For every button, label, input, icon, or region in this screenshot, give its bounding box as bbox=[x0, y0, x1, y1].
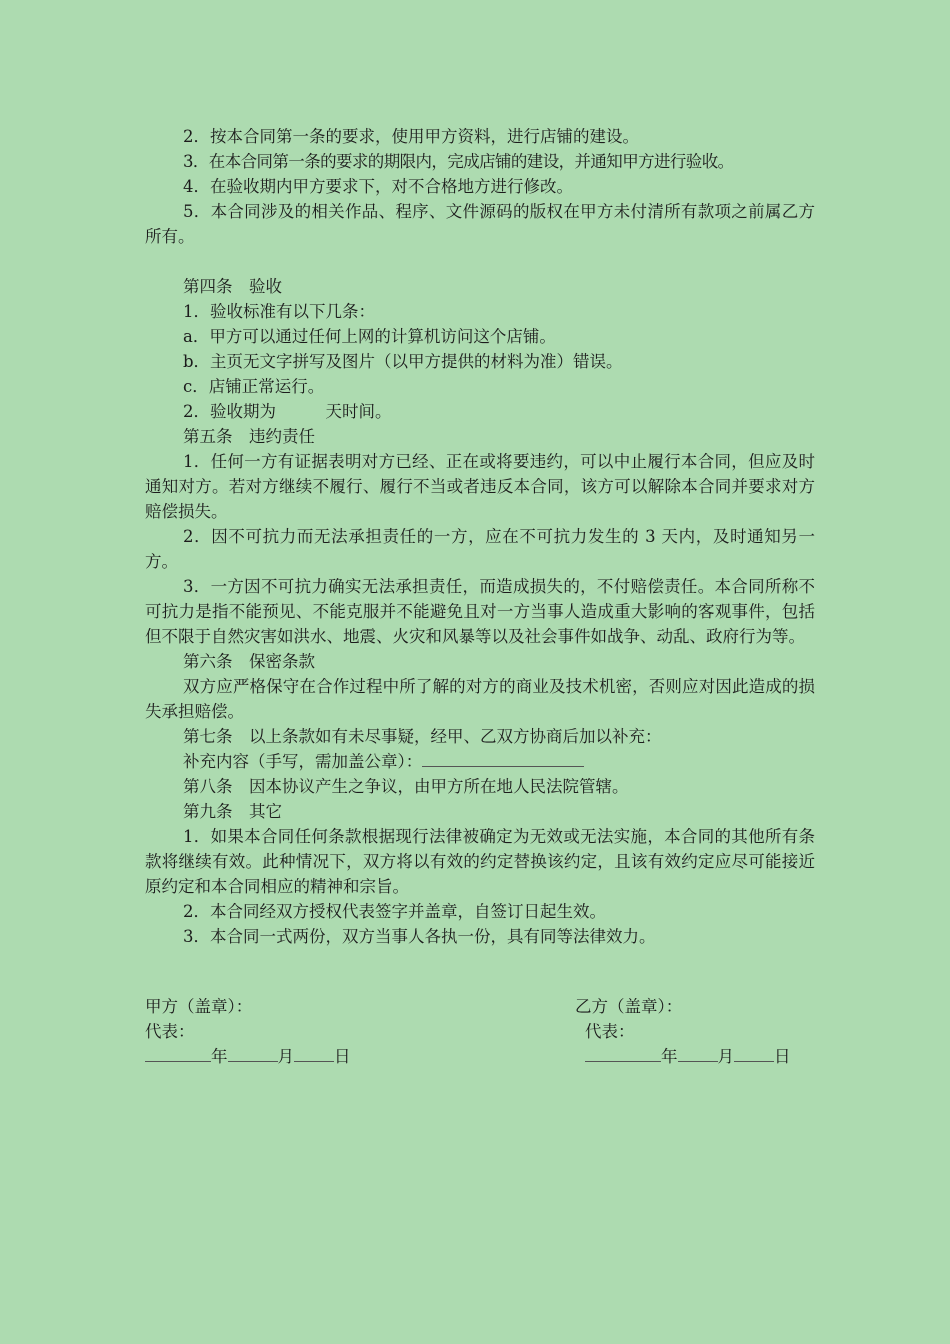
party-a-date bbox=[145, 1044, 351, 1069]
article-4-item-a: a．甲方可以通过任何上网的计算机访问这个店铺。 bbox=[183, 327, 556, 346]
article-6-body: 双方应严格保守在合作过程中所了解的对方的商业及技术机密，否则应对因此造成的损失承担赔偿。 bbox=[145, 677, 815, 721]
party-a-signature bbox=[145, 994, 351, 1069]
contract-body bbox=[145, 124, 815, 949]
clause-3: 3．在本合同第一条的要求的期限内，完成店铺的建设，并通知甲方进行验收。 bbox=[183, 152, 734, 171]
party-b-signature bbox=[575, 994, 791, 1069]
article-4-item-1: 1．验收标准有以下几条： bbox=[183, 302, 375, 321]
article-5-item-2: 2．因不可抗力而无法承担责任的一方，应在不可抗力发生的 3 天内，及时通知另一方。 bbox=[145, 527, 815, 571]
party-b-date bbox=[575, 1044, 791, 1069]
month-blank bbox=[228, 1044, 278, 1062]
year-blank bbox=[145, 1044, 211, 1062]
article-5-item-1: 1．任何一方有证据表明对方已经、正在或将要违约，可以中止履行本合同，但应及时通知对方。若对方继续不履行、履行不当或者违反本合同，该方可以解除本合同并要求对方赔偿损失。 bbox=[145, 452, 815, 521]
day-blank bbox=[294, 1044, 334, 1062]
day-label: 日 bbox=[774, 1047, 791, 1066]
article-9-item-1: 1．如果本合同任何条款根据现行法律被确定为无效或无法实施，本合同的其他所有条款将继续有效。此种情况下，双方将以有效的约定替换该约定，且该有效约定应尽可能接近原约定和本合同相应的精神和宗旨。 bbox=[145, 827, 815, 896]
article-9-item-3: 3．本合同一式两份，双方当事人各执一份，具有同等法律效力。 bbox=[183, 927, 656, 946]
day-blank bbox=[734, 1044, 774, 1062]
article-4-item-2: 2．验收期为 天时间。 bbox=[183, 402, 392, 421]
clause-5: 5．本合同涉及的相关作品、程序、文件源码的版权在甲方未付清所有款项之前属乙方所有。 bbox=[145, 202, 815, 246]
party-a-rep: 代表： bbox=[145, 1022, 195, 1041]
article-5-item-3: 3．一方因不可抗力确实无法承担责任，而造成损失的，不付赔偿责任。本合同所称不可抗力是指不能预见、不能克服并不能避免且对一方当事人造成重大影响的客观事件，包括但不限于自然灾害如洪水、地震、火灾和风暴等以及社会事件如战争、动乱、政府行为等。 bbox=[145, 577, 815, 646]
day-label: 日 bbox=[334, 1047, 351, 1066]
party-b-seal: 乙方（盖章）： bbox=[575, 997, 683, 1016]
party-a-seal: 甲方（盖章）： bbox=[145, 997, 253, 1016]
year-blank bbox=[585, 1044, 661, 1062]
article-8-title: 第八条 因本协议产生之争议，由甲方所在地人民法院管辖。 bbox=[183, 777, 629, 796]
party-b-rep: 代表： bbox=[585, 1022, 635, 1041]
year-label: 年 bbox=[211, 1047, 228, 1066]
signature-block bbox=[145, 994, 815, 1074]
month-label: 月 bbox=[277, 1047, 294, 1066]
clause-2: 2．按本合同第一条的要求，使用甲方资料，进行店铺的建设。 bbox=[183, 127, 639, 146]
clause-4: 4．在验收期内甲方要求下，对不合格地方进行修改。 bbox=[183, 177, 573, 196]
article-7-supplement bbox=[145, 749, 815, 774]
article-9-item-2: 2．本合同经双方授权代表签字并盖章，自签订日起生效。 bbox=[183, 902, 606, 921]
supplement-blank-line bbox=[422, 749, 584, 767]
article-6-title: 第六条 保密条款 bbox=[183, 652, 315, 671]
spacer bbox=[145, 249, 815, 274]
article-4-item-c: c．店铺正常运行。 bbox=[183, 377, 325, 396]
month-label: 月 bbox=[717, 1047, 734, 1066]
article-5-title: 第五条 违约责任 bbox=[183, 427, 315, 446]
month-blank bbox=[678, 1044, 718, 1062]
article-9-title: 第九条 其它 bbox=[183, 802, 282, 821]
supplement-label: 补充内容（手写，需加盖公章）： bbox=[183, 752, 423, 771]
year-label: 年 bbox=[661, 1047, 678, 1066]
article-4-title: 第四条 验收 bbox=[183, 277, 282, 296]
article-4-item-b: b．主页无文字拼写及图片（以甲方提供的材料为准）错误。 bbox=[183, 352, 623, 371]
article-7-title: 第七条 以上条款如有未尽事疑，经甲、乙双方协商后加以补充： bbox=[183, 727, 662, 746]
